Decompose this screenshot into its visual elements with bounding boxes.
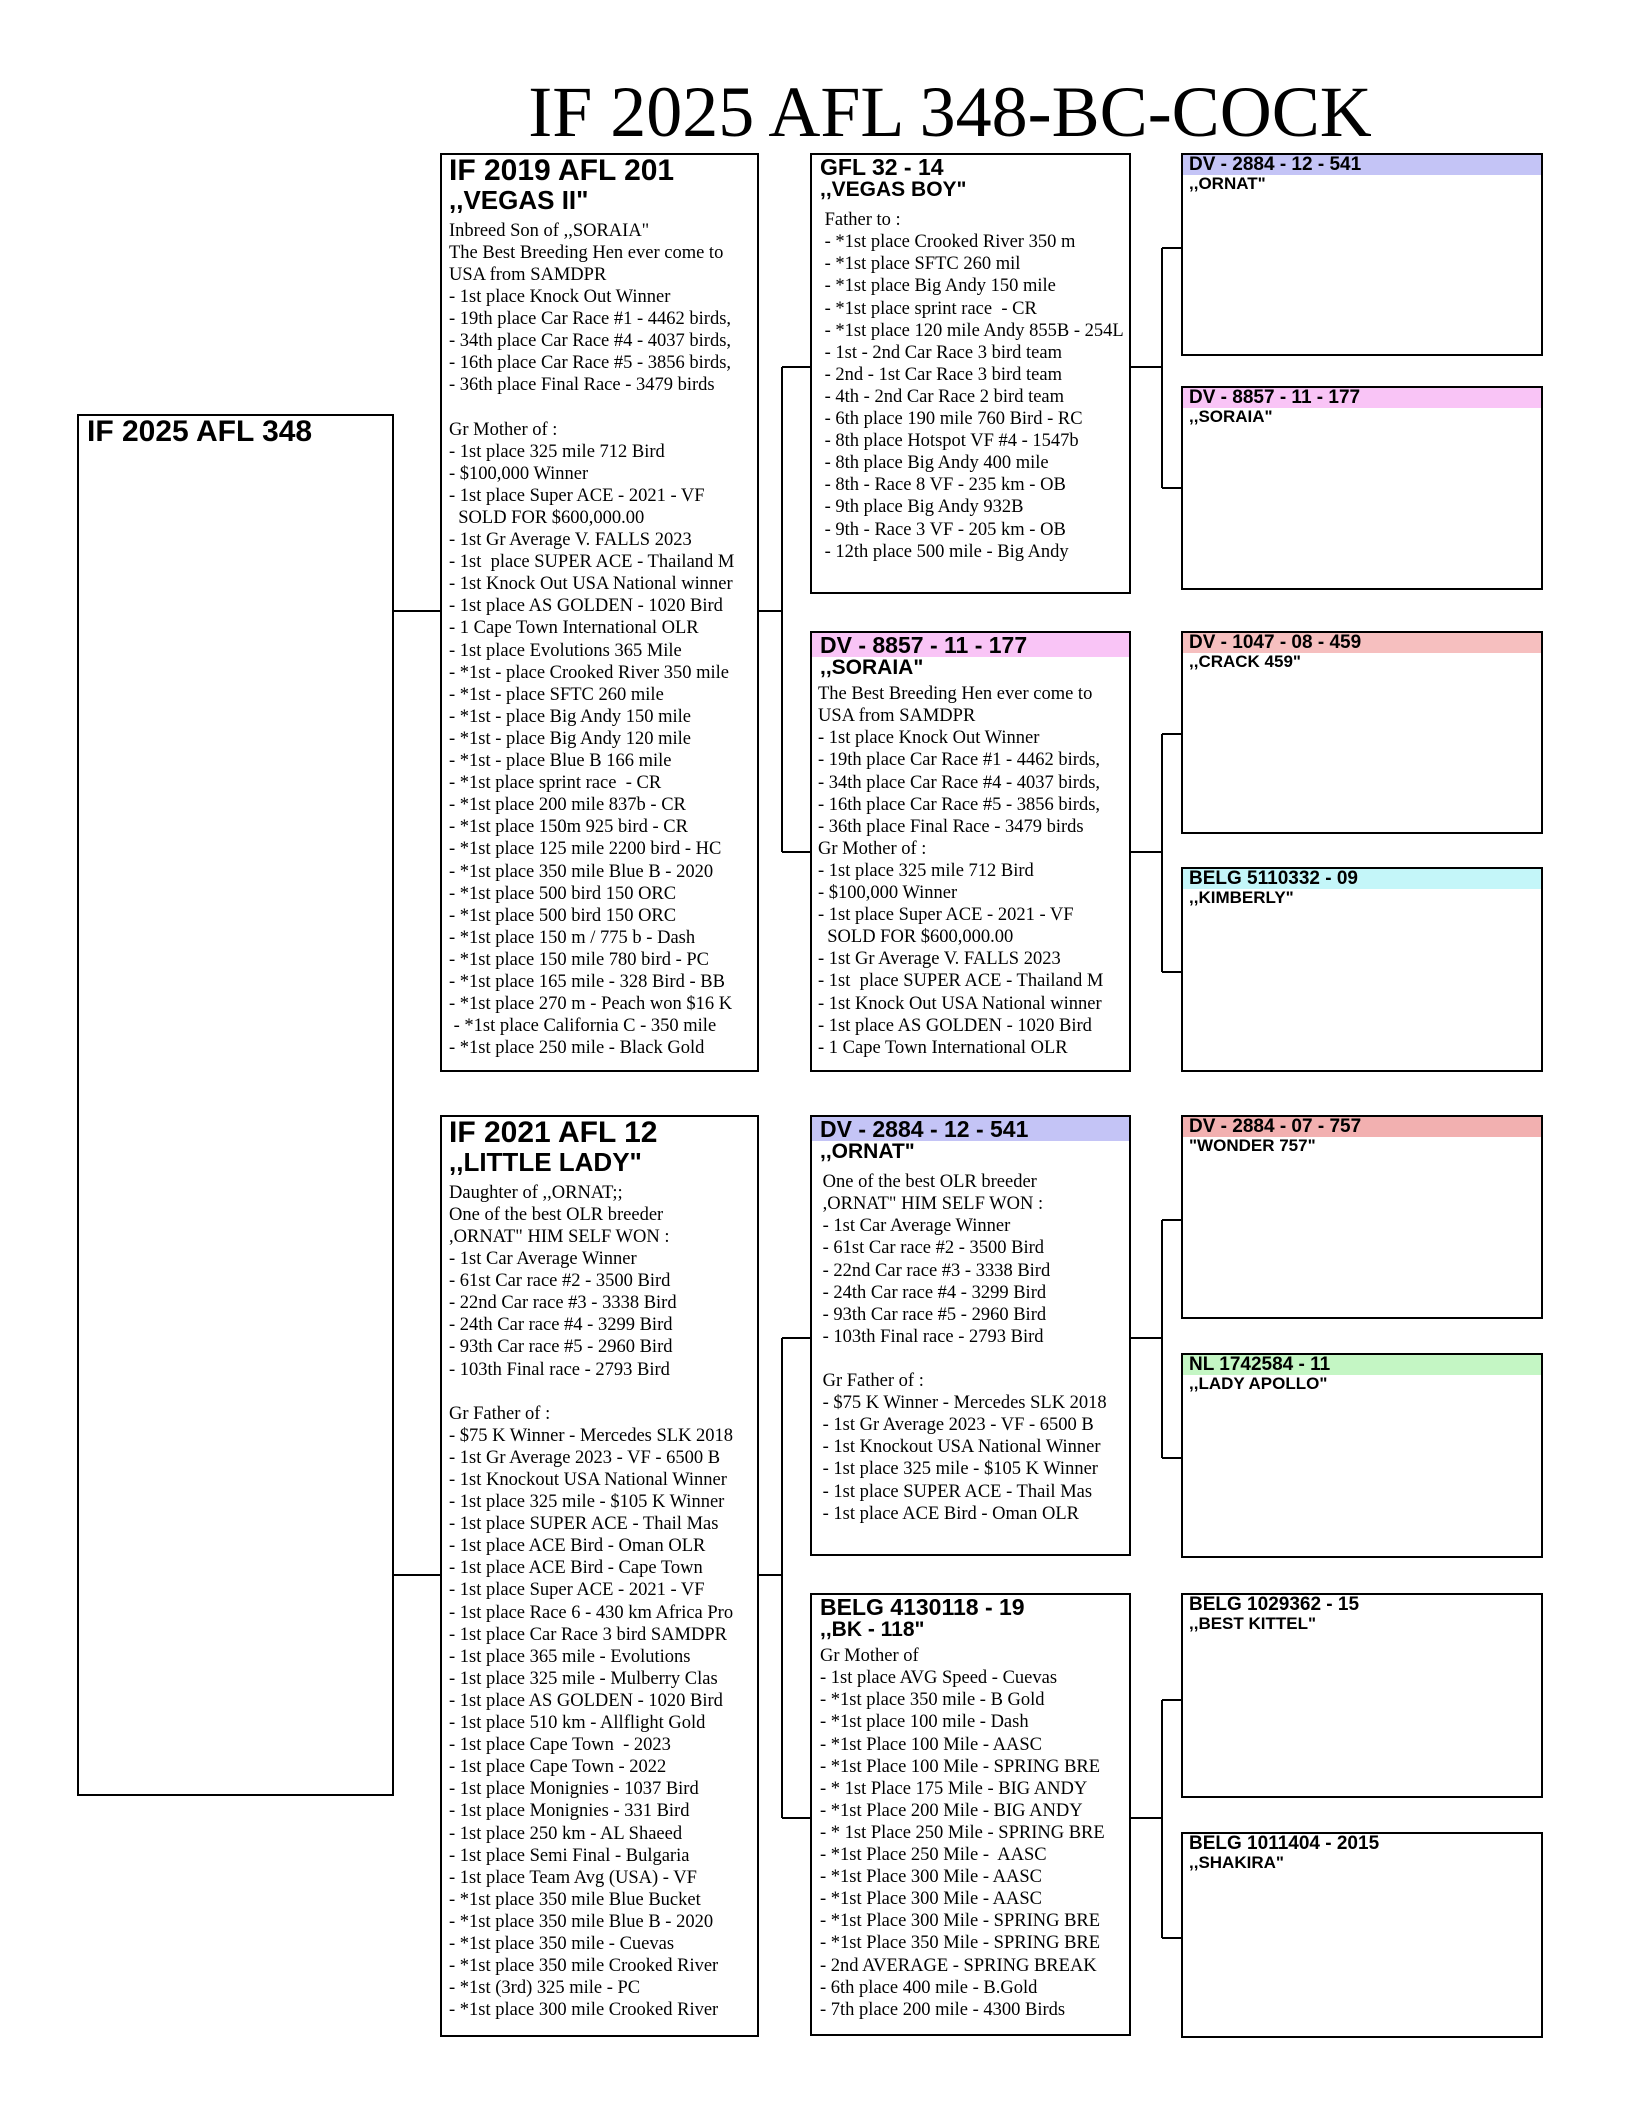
note-line: - 1st Car Average Winner [449,1249,637,1270]
gg-5-name: "WONDER 757" [1189,1136,1316,1155]
note-line: - *1st place 200 mile 837b - CR [449,795,686,816]
gg-1-ring: DV - 2884 - 12 - 541 [1183,155,1541,175]
note-line: - *1st place 350 mile - B Gold [820,1690,1045,1711]
note-line: - 1st place 250 km - AL Shaeed [449,1823,683,1844]
ds-box[interactable] [810,1115,1131,1556]
gg-3-ring: DV - 1047 - 08 - 459 [1183,633,1541,653]
note-line: - *1st - place Big Andy 150 mile [449,706,692,727]
note-line: - *1st place Crooked River 350 m [820,232,1076,253]
gg-2-name: ,,SORAIA" [1189,407,1273,426]
note-line: - 103th Final race - 2793 Bird [449,1359,670,1380]
ss-box[interactable] [810,153,1131,594]
note-line: - *1st (3rd) 325 mile - PC [449,1978,641,1999]
gg-8-ring: BELG 1011404 - 2015 [1183,1834,1541,1854]
ss-notes [820,209,1124,563]
note-line: USA from SAMDPR [449,264,607,285]
note-line: - *1st place 150 m / 775 b - Dash [449,927,696,948]
note-line: - 1st place Evolutions 365 Mile [449,640,682,661]
ds-name: ,,ORNAT" [820,1140,915,1164]
note-line: - 12th place 500 mile - Big Andy [820,541,1069,562]
note-line: - 103th Final race - 2793 Bird [818,1326,1044,1347]
note-line: - *1st Place 100 Mile - AASC [820,1734,1042,1755]
note-line: - 19th place Car Race #1 - 4462 birds, [818,750,1101,771]
dd-ring: BELG 4130118 - 19 [820,1594,1025,1620]
note-line: - *1st Place 300 Mile - SPRING BRE [820,1911,1101,1932]
note-line: - 9th place Big Andy 932B [820,497,1024,518]
note-line: - 61st Car race #2 - 3500 Bird [818,1238,1045,1259]
note-line: - *1st - place Crooked River 350 mile [449,662,730,683]
note-line: - 1st place 325 mile - Mulberry Clas [449,1668,718,1689]
note-line: USA from SAMDPR [818,706,976,727]
note-line: - 1st place ACE Bird - Oman OLR [449,1536,706,1557]
note-line: Gr Father of : [449,1403,551,1424]
note-line: - 1st place AS GOLDEN - 1020 Bird [449,596,723,617]
note-line: - *1st place 500 bird 150 ORC [449,905,677,926]
note-line: - *1st Place 300 Mile - AASC [820,1867,1042,1888]
note-line: - * 1st Place 250 Mile - SPRING BRE [820,1822,1105,1843]
note-line: - 1st place 325 mile 712 Bird [449,441,665,462]
note-line: - 24th Car race #4 - 3299 Bird [818,1282,1047,1303]
note-line: - 6th place 190 mile 760 Bird - RC [820,409,1083,430]
gg-4-name: ,,KIMBERLY" [1189,888,1294,907]
ds-notes [818,1171,1123,1525]
gg-7-ring: BELG 1029362 - 15 [1183,1595,1541,1615]
note-line: - 1st place Super ACE - 2021 - VF [449,1580,705,1601]
note-line: - *1st - place Big Andy 120 mile [449,728,692,749]
gg-5-ring: DV - 2884 - 07 - 757 [1183,1117,1541,1137]
note-line: - *1st place 270 m - Peach won $16 K [449,994,733,1015]
sire-box[interactable] [440,153,759,1072]
note-line: - 19th place Car Race #1 - 4462 birds, [449,309,732,330]
note-line: SOLD FOR $600,000.00 [449,508,645,529]
note-line: - 9th - Race 3 VF - 205 km - OB [820,519,1066,540]
note-line: - 1st Gr Average V. FALLS 2023 [818,949,1061,970]
note-line: - 93th Car race #5 - 2960 Bird [818,1304,1047,1325]
note-line: - 22nd Car race #3 - 3338 Bird [449,1293,677,1314]
note-line: - *1st place 350 mile Crooked River [449,1956,719,1977]
gg-6-ring: NL 1742584 - 11 [1183,1355,1541,1375]
note-line: - 24th Car race #4 - 3299 Bird [449,1315,673,1336]
note-line: - 1st place Monignies - 1037 Bird [449,1779,699,1800]
note-line: - 16th place Car Race #5 - 3856 birds, [449,353,732,374]
gg-box-4[interactable] [1181,867,1543,1072]
note-line: - *1st place Big Andy 150 mile [820,276,1056,297]
note-line: - 8th - Race 8 VF - 235 km - OB [820,475,1066,496]
note-line: - *1st place 350 mile - Cuevas [449,1933,675,1954]
note-line: - 61st Car race #2 - 3500 Bird [449,1271,671,1292]
note-line: - 1st place Cape Town - 2023 [449,1735,671,1756]
note-line [449,1381,750,1403]
note-line: - 1st place 325 mile 712 Bird [818,860,1034,881]
sd-name: ,,SORAIA" [820,656,924,680]
sd-box[interactable] [810,631,1131,1072]
note-line: - *1st place sprint race - CR [449,773,662,794]
note-line: - *1st - place Blue B 166 mile [449,751,672,772]
gg-1-name: ,,ORNAT" [1189,174,1266,193]
note-line: - 1st place AS GOLDEN - 1020 Bird [449,1690,723,1711]
gg-box-8[interactable] [1181,1832,1543,2038]
note-line: - 2nd AVERAGE - SPRING BREAK [820,1955,1097,1976]
note-line: - 22nd Car race #3 - 3338 Bird [818,1260,1051,1281]
note-line: - 4th - 2nd Car Race 2 bird team [820,386,1065,407]
note-line: - 1st - 2nd Car Race 3 bird team [820,342,1062,363]
sire-name: ,,VEGAS II" [449,184,589,215]
note-line: - 93th Car race #5 - 2960 Bird [449,1337,673,1358]
gg-2-ring: DV - 8857 - 11 - 177 [1183,388,1541,408]
gg-4-ring: BELG 5110332 - 09 [1183,869,1541,889]
note-line: - 1st place SUPER ACE - Thail Mas [449,1514,719,1535]
note-line: - *1st place 350 mile Blue Bucket [449,1889,701,1910]
note-line: - 1st place AS GOLDEN - 1020 Bird [818,1015,1092,1036]
note-line: - 1st Knockout USA National Winner [818,1437,1101,1458]
note-line: - 1st Gr Average V. FALLS 2023 [449,530,692,551]
note-line: - 1st place Super ACE - 2021 - VF [818,905,1074,926]
note-line: Gr Father of : [818,1371,924,1392]
subject-ring: IF 2025 AFL 348 [87,415,313,448]
gg-box-3[interactable] [1181,631,1543,834]
note-line: - *1st place 100 mile - Dash [820,1712,1029,1733]
note-line: Gr Mother of : [449,419,558,440]
note-line: - 1st Knockout USA National Winner [449,1470,727,1491]
note-line: - 36th place Final Race - 3479 birds [449,375,715,396]
note-line: - 1st Car Average Winner [818,1216,1011,1237]
note-line: Father to : [820,210,901,231]
note-line: - *1st place SFTC 260 mil [820,254,1021,275]
sire-notes [449,220,750,1060]
note-line: One of the best OLR breeder [818,1172,1037,1193]
note-line: - $75 K Winner - Mercedes SLK 2018 [818,1393,1107,1414]
ss-ring: GFL 32 - 14 [820,154,944,180]
note-line: - *1st Place 100 Mile - SPRING BRE [820,1756,1101,1777]
dam-name: ,,LITTLE LADY" [449,1146,642,1177]
note-line: - 34th place Car Race #4 - 4037 birds, [449,331,732,352]
dd-notes [820,1645,1121,2021]
note-line: - *1st place California C - 350 mile [449,1016,717,1037]
note-line: - *1st Place 350 Mile - SPRING BRE [820,1933,1101,1954]
note-line: - 1st place ACE Bird - Cape Town [449,1558,703,1579]
note-line: - 1 Cape Town International OLR [449,618,699,639]
note-line: - 1st Knock Out USA National winner [818,993,1102,1014]
gg-7-name: ,,BEST KITTEL" [1189,1614,1317,1633]
dd-name: ,,BK - 118" [820,1618,925,1642]
note-line: - 1st place SUPER ACE - Thailand M [449,552,735,573]
note-line: SOLD FOR $600,000.00 [818,927,1014,948]
note-line: - *1st place 250 mile - Black Gold [449,1038,705,1059]
note-line: ,ORNAT" HIM SELF WON : [449,1226,670,1247]
note-line: - 8th place Big Andy 400 mile [820,453,1049,474]
note-line: - 7th place 200 mile - 4300 Birds [820,1999,1066,2020]
gg-6-name: ,,LADY APOLLO" [1189,1374,1328,1393]
note-line: - 36th place Final Race - 3479 birds [818,816,1084,837]
note-line: - 1st place Knock Out Winner [449,287,671,308]
note-line: Inbreed Son of ,,SORAIA" [449,220,650,241]
note-line: - 8th place Hotspot VF #4 - 1547b [820,431,1079,452]
dd-box[interactable] [810,1593,1131,2036]
gg-3-name: ,,CRACK 459" [1189,652,1301,671]
note-line: - * 1st Place 175 Mile - BIG ANDY [820,1778,1088,1799]
note-line: - *1st place 150 mile 780 bird - PC [449,949,709,970]
note-line: - 6th place 400 mile - B.Gold [820,1977,1038,1998]
gg-box-7[interactable] [1181,1593,1543,1798]
note-line: - $75 K Winner - Mercedes SLK 2018 [449,1425,734,1446]
note-line: - *1st place sprint race - CR [820,298,1037,319]
note-line: Gr Mother of [820,1646,919,1667]
note-line: - 1st Gr Average 2023 - VF - 6500 B [818,1415,1094,1436]
ss-name: ,,VEGAS BOY" [820,178,967,202]
note-line: - 1st place Knock Out Winner [818,728,1040,749]
note-line: - 1st Knock Out USA National winner [449,574,733,595]
note-line: - 1st place 365 mile - Evolutions [449,1646,691,1667]
note-line: - 1st place SUPER ACE - Thailand M [818,971,1104,992]
note-line: - *1st place 125 mile 2200 bird - HC [449,839,722,860]
note-line: - $100,000 Winner [449,463,589,484]
note-line [818,1348,1123,1370]
note-line: - 1 Cape Town International OLR [818,1037,1068,1058]
ds-ring: DV - 2884 - 12 - 541 [812,1117,1129,1141]
dam-notes [449,1182,750,2022]
page-title: IF 2025 AFL 348-BC-COCK [528,72,1372,152]
sire-ring: IF 2019 AFL 201 [449,154,675,187]
dam-box[interactable] [440,1115,759,2037]
note-line: - 1st place 325 mile - $105 K Winner [449,1492,725,1513]
note-line: - 1st Gr Average 2023 - VF - 6500 B [449,1447,721,1468]
note-line: - *1st - place SFTC 260 mile [449,684,664,705]
note-line: - 1st place Team Avg (USA) - VF [449,1867,697,1888]
note-line: - *1st place 120 mile Andy 855B - 254L [820,320,1124,341]
note-line: - 16th place Car Race #5 - 3856 birds, [818,794,1101,815]
note-line: - 1st place AVG Speed - Cuevas [820,1668,1058,1689]
gg-8-name: ,,SHAKIRA" [1189,1853,1284,1872]
note-line: - 34th place Car Race #4 - 4037 birds, [818,772,1101,793]
note-line: - *1st place 150m 925 bird - CR [449,817,688,838]
note-line: The Best Breeding Hen ever come to [818,684,1093,705]
sd-ring: DV - 8857 - 11 - 177 [812,633,1129,657]
note-line: - 1st place Race 6 - 430 km Africa Pro [449,1602,734,1623]
note-line: - *1st Place 200 Mile - BIG ANDY [820,1800,1083,1821]
gg-box-5[interactable] [1181,1115,1543,1319]
note-line: - 1st place SUPER ACE - Thail Mas [818,1481,1093,1502]
note-line: - *1st place 165 mile - 328 Bird - BB [449,971,725,992]
note-line: - *1st Place 250 Mile - AASC [820,1845,1047,1866]
gg-box-1[interactable] [1181,153,1543,356]
gg-box-2[interactable] [1181,386,1543,590]
note-line: - 1st place Semi Final - Bulgaria [449,1845,690,1866]
note-line [449,397,750,419]
note-line: - *1st place 500 bird 150 ORC [449,883,677,904]
note-line: - 1st place Cape Town - 2022 [449,1757,667,1778]
note-line: ,ORNAT" HIM SELF WON : [818,1194,1044,1215]
note-line: - *1st Place 300 Mile - AASC [820,1889,1042,1910]
note-line: - 1st place Super ACE - 2021 - VF [449,485,705,506]
note-line: - 1st place 510 km - Allflight Gold [449,1713,706,1734]
note-line: - 1st place Monignies - 331 Bird [449,1801,690,1822]
note-line: - 1st place 325 mile - $105 K Winner [818,1459,1098,1480]
note-line: - *1st place 350 mile Blue B - 2020 [449,1911,714,1932]
dam-ring: IF 2021 AFL 12 [449,1116,658,1149]
note-line: - *1st place 300 mile Crooked River [449,2000,719,2021]
note-line: - *1st place 350 mile Blue B - 2020 [449,861,714,882]
note-line: - 1st place Car Race 3 bird SAMDPR [449,1624,727,1645]
note-line: - $100,000 Winner [818,883,958,904]
sd-notes [818,683,1123,1059]
note-line: - 2nd - 1st Car Race 3 bird team [820,364,1062,385]
gg-box-6[interactable] [1181,1353,1543,1558]
subject-box[interactable] [77,414,394,1796]
note-line: Gr Mother of : [818,838,927,859]
note-line: The Best Breeding Hen ever come to [449,242,724,263]
note-line: One of the best OLR breeder [449,1204,664,1225]
note-line: Daughter of ,,ORNAT;; [449,1182,623,1203]
note-line: - 1st place ACE Bird - Oman OLR [818,1503,1080,1524]
